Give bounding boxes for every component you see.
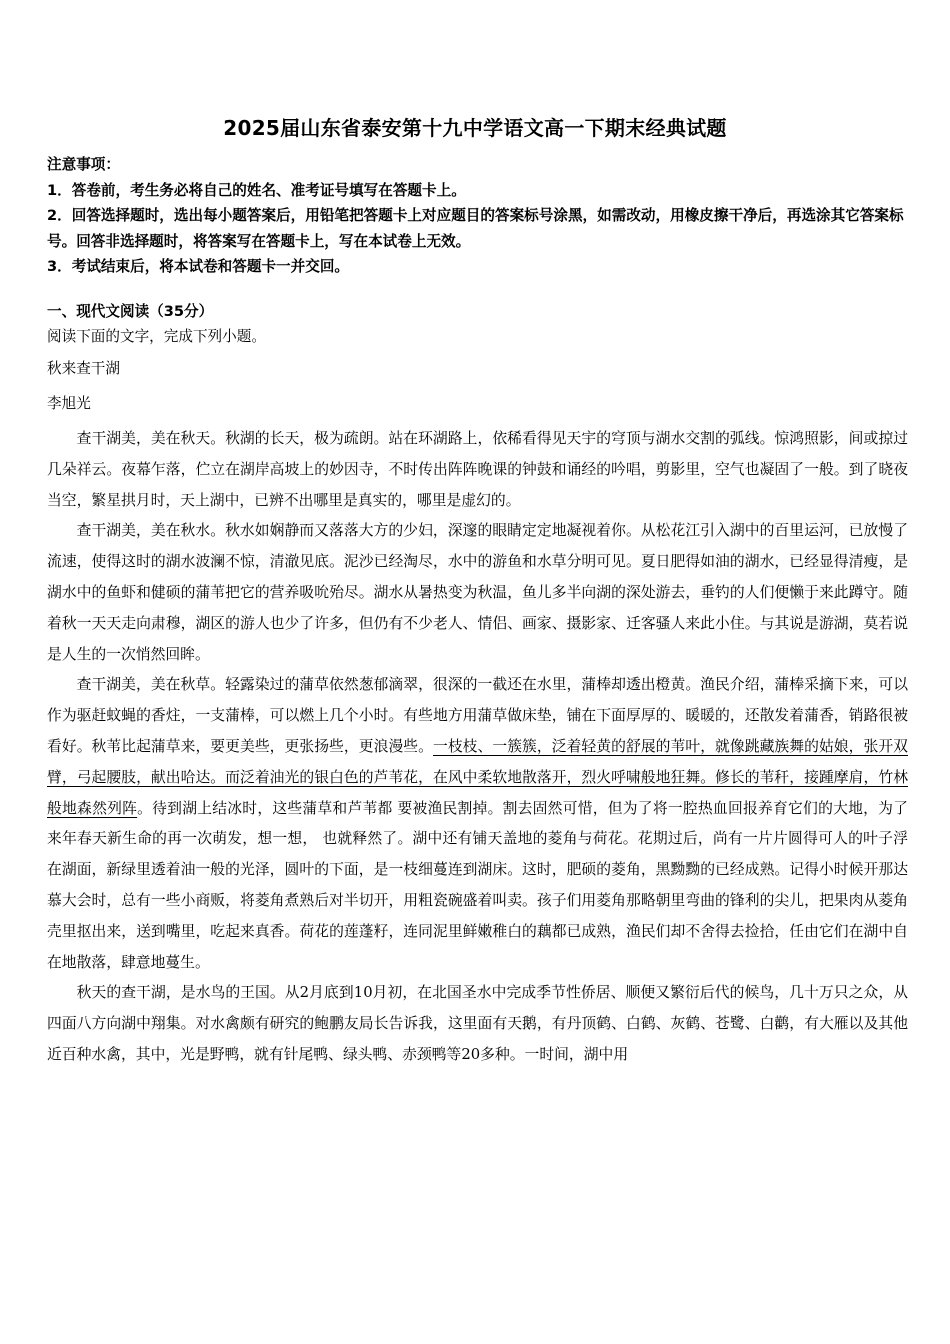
- notice-block: [47, 152, 907, 280]
- underlined-sentence: 一枝枝、一簇簇，泛着轻黄的舒展的苇叶，就像跳藏族舞的姑娘，张开双臂，弓起腰肢，献出哈达。而泛着油光的银白色的芦苇花，在风中柔软地散落开，烈火呼啸般地狂舞。修长的苇秆，接踵摩肩，竹林般地森然列阵: [47, 737, 908, 817]
- paragraph-3-part-a: 查干湖美，美在秋草。轻露染过的蒲草依然葱郁滴翠，很深的一截还在水里，蒲棒却透出橙黄。渔民介绍，蒲棒采摘下来，可以作为驱赶蚊蝇的香炷，一支蒲棒，可以燃上几个小时。有些地方用蒲草做床垫，铺在下面厚厚的、暖暖的，还散发着蒲香，销路很被看好。秋苇比起蒲草来，要更美些，更张扬些，更浪漫些。: [47, 676, 908, 755]
- paragraph-1: 查干湖美，美在秋天。秋湖的长天，极为疏朗。站在环湖路上，依稀看得见天宇的穹顶与湖水交割的弧线。惊鸿照影，间或掠过几朵祥云。夜幕乍落，伫立在湖岸高坡上的妙因寺，不时传出阵阵晚课的钟鼓和诵经的吟唱，剪影里，空气也凝固了一般。到了晓夜当空，繁星拱月时，天上湖中，已辨不出哪里是真实的，哪里是虚幻的。: [47, 430, 908, 509]
- document-title: 2025届山东省泰安第十九中学语文高一下期末经典试题: [223, 116, 727, 140]
- notice-heading: 注意事项：: [47, 156, 120, 173]
- section-heading: 一、现代文阅读（35分）: [47, 303, 214, 320]
- paragraph-4: 秋天的查干湖，是水鸟的王国。从2月底到10月初，在北国圣水中完成季节性侨居、顺便又繁衍后代的候鸟，几十万只之众，从四面八方向湖中翔集。对水禽颇有研究的鲍鹏友局长告诉我，这里面有天鹅，有丹顶鹤、白鹤、灰鹤、苍鹭、白鹳，有大雁以及其他近百种水禽，其中，光是野鸭，就有针尾鸭、绿头鸭、赤颈鸭等20多种。一时间，湖中用: [47, 984, 908, 1063]
- passage-author: 李旭光: [47, 395, 91, 412]
- paragraph-3-part-b: 。待到湖上结冰时，这些蒲草和芦苇都 要被渔民割掉。割去固然可惜，但为了将一腔热血回报养育它们的大地，为了来年春天新生命的再一次萌发，想一想， 也就释然了。湖中还有铺天盖地的菱角与荷花。花期过后，尚有一片片圆得可人的叶子浮在湖面，新绿里透着油一般的光泽，圆叶的下面，是一枝细蔓连到湖床。这时，肥硕的菱角，黑黝黝的已经成熟。记得小时候开那达慕大会时，总有一些小商贩，将菱角煮熟后对半切开，用粗瓷碗盛着叫卖。孩子们用菱角那略朝里弯曲的锋利的尖儿，把果肉从菱角壳里抠出来，送到嘴里，吃起来真香。荷花的莲蓬籽，连同泥里鲜嫩稚白的藕都已成熟，渔民们却不舍得去捡拾，任由它们在湖中自在地散落，肆意地蔓生。: [47, 799, 908, 971]
- notice-item-3: 3．考试结束后，将本试卷和答题卡一并交回。: [47, 258, 350, 275]
- notice-item-1: 1．答卷前，考生务必将自己的姓名、准考证号填写在答题卡上。: [47, 181, 466, 199]
- paragraph-3: [47, 670, 908, 978]
- section-instruction: 阅读下面的文字，完成下列小题。: [47, 328, 266, 345]
- notice-item-2: 2．回答选择题时，选出每小题答案后，用铅笔把答题卡上对应题目的答案标号涂黑，如需改动，用橡皮擦干净后，再选涂其它答案标号。回答非选择题时，将答案写在答题卡上，写在本试卷上无效。: [47, 207, 904, 250]
- passage-title: 秋来查干湖: [47, 360, 120, 377]
- paragraph-2: 查干湖美，美在秋水。秋水如娴静而又落落大方的少妇，深邃的眼睛定定地凝视着你。从松花江引入湖中的百里运河，已放慢了流速，使得这时的湖水波澜不惊，清澈见底。泥沙已经淘尽，水中的游鱼和水草分明可见。夏日肥得如油的湖水，已经显得清瘦，是湖水中的鱼虾和健硕的蒲苇把它的营养吸吮殆尽。湖水从暑热变为秋温，鱼儿多半向湖的深处游去，垂钓的人们便懒于来此蹲守。随着秋一天天走向肃穆，湖区的游人也少了许多，但仍有不少老人、情侣、画家、摄影家、迁客骚人来此小住。与其说是游湖，莫若说是人生的一次悄然回眸。: [47, 522, 908, 663]
- passage-body: [47, 424, 908, 1071]
